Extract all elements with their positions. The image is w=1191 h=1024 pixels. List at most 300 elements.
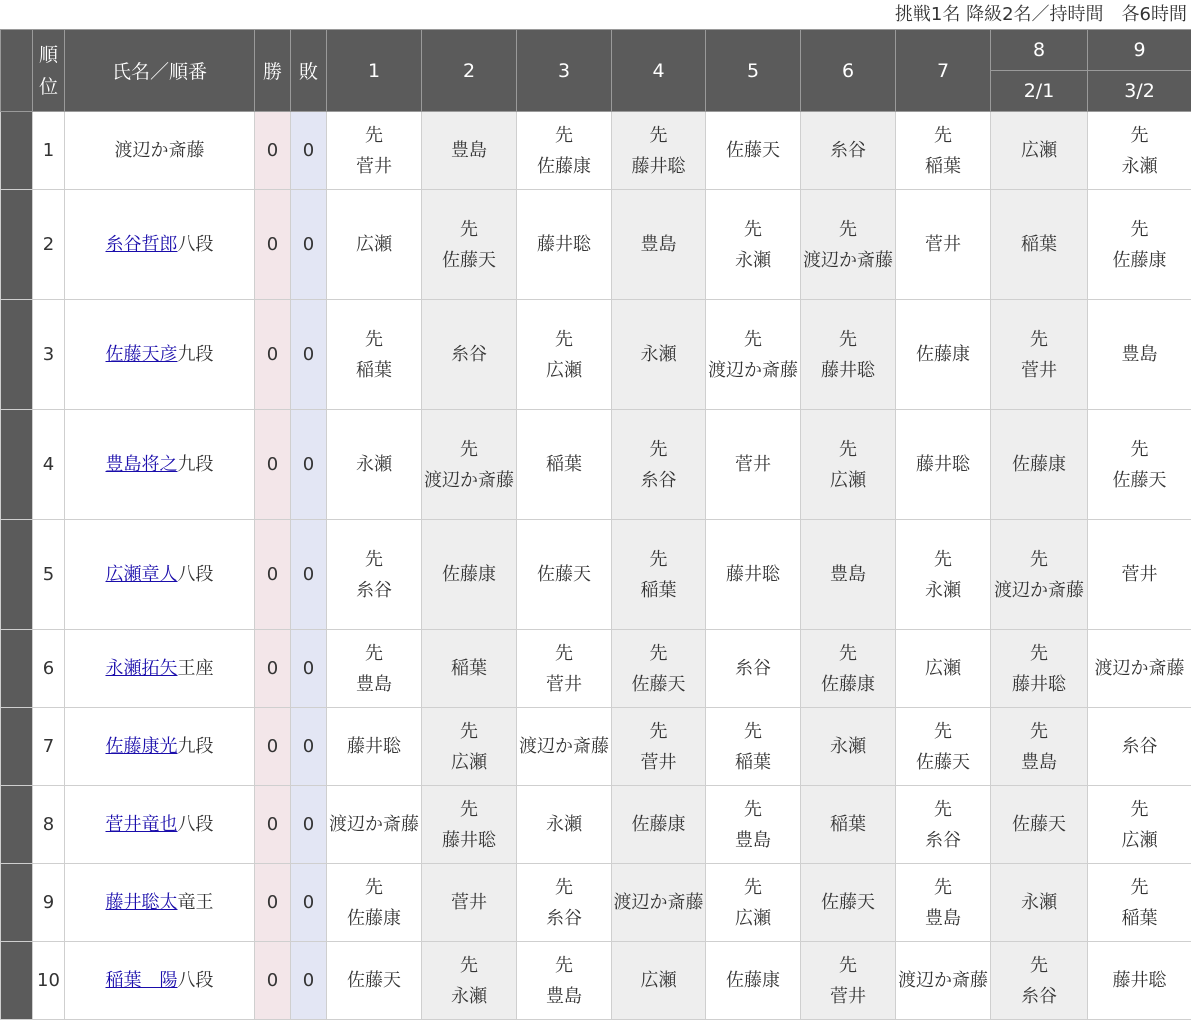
table-row: [1, 190, 1191, 300]
opponent-name: 藤井聡: [347, 736, 401, 757]
game-cell: [706, 864, 801, 942]
game-cell: [801, 520, 896, 630]
opponent-name: 豊島: [1021, 751, 1057, 773]
game-cell: [801, 786, 896, 864]
first-move-mark: 先: [555, 954, 573, 976]
game-cell: [801, 630, 896, 708]
table-row: [1, 708, 1191, 786]
opponent-name: 広瀬: [546, 359, 582, 381]
first-move-mark: 先: [460, 720, 478, 742]
game-cell: [517, 410, 612, 520]
opponent-name: 菅井: [640, 751, 677, 773]
opponent-name: 佐藤天: [347, 970, 401, 991]
game-cell: [422, 942, 517, 1020]
first-move-mark: 先: [1030, 548, 1048, 570]
opponent-name: 糸谷: [925, 829, 961, 851]
opponent-name: 渡辺か斎藤: [329, 814, 419, 835]
game-cell: [896, 300, 991, 410]
opponent-name: 広瀬: [830, 469, 866, 491]
game-cell: [327, 942, 422, 1020]
header-date-round-8: 2/1: [991, 71, 1088, 112]
player-name-cell: [65, 410, 255, 520]
game-cell: [1088, 520, 1191, 630]
game-cell: [517, 786, 612, 864]
game-cell: [422, 630, 517, 708]
first-move-mark: 先: [839, 328, 857, 350]
first-move-mark: 先: [555, 328, 573, 350]
player-name-link[interactable]: 佐藤康光: [105, 736, 178, 757]
opponent-name: 広瀬: [640, 970, 677, 991]
first-move-mark: 先: [555, 124, 573, 146]
game-cell: [422, 520, 517, 630]
game-cell: [991, 300, 1088, 410]
opponent-name: 永瀬: [925, 579, 961, 601]
game-cell: [801, 300, 896, 410]
rank-cell: 9: [33, 864, 65, 942]
opponent-name: 永瀬: [830, 736, 866, 757]
table-row: [1, 112, 1191, 190]
first-move-mark: 先: [365, 328, 383, 350]
opponent-name: 渡辺か斎藤: [424, 469, 514, 491]
opponent-name: 渡辺か斎藤: [613, 892, 704, 913]
first-move-mark: 先: [365, 642, 383, 664]
first-move-mark: 先: [460, 218, 478, 240]
game-cell: [896, 410, 991, 520]
first-move-mark: 先: [649, 548, 668, 570]
opponent-name: 稲葉: [1021, 234, 1057, 255]
loss-count: 0: [291, 630, 327, 708]
opponent-name: 佐藤天: [442, 249, 496, 271]
opponent-name: 広瀬: [735, 907, 771, 929]
first-move-mark: 先: [365, 124, 383, 146]
player-name-link[interactable]: 藤井聡太: [105, 892, 178, 913]
opponent-name: 糸谷: [546, 907, 582, 929]
opponent-name: 糸谷: [1121, 736, 1158, 757]
player-name-link[interactable]: 糸谷哲郎: [105, 234, 178, 255]
game-cell: [896, 630, 991, 708]
opponent-name: 稲葉: [356, 359, 392, 381]
player-name-link[interactable]: 広瀬章人: [105, 564, 178, 585]
game-cell: [327, 300, 422, 410]
game-cell: [991, 864, 1088, 942]
row-side-strip: [1, 112, 33, 190]
opponent-name: 渡辺か斎藤: [519, 736, 609, 757]
first-move-mark: 先: [649, 438, 668, 460]
game-cell: [1088, 300, 1191, 410]
opponent-name: 渡辺か斎藤: [994, 579, 1084, 601]
game-cell: [896, 942, 991, 1020]
game-cell: [801, 112, 896, 190]
rank-cell: 2: [33, 190, 65, 300]
game-cell: [801, 410, 896, 520]
player-name-link[interactable]: 稲葉 陽: [105, 970, 178, 991]
first-move-mark: 先: [555, 642, 573, 664]
game-cell: [327, 630, 422, 708]
win-count: 0: [255, 300, 291, 410]
header-rank: [33, 30, 65, 112]
opponent-name: 豊島: [451, 140, 487, 161]
opponent-name: 菅井: [1021, 359, 1057, 381]
header-name: 氏名／順番: [65, 30, 255, 112]
opponent-name: 菅井: [1121, 564, 1158, 585]
win-count: 0: [255, 708, 291, 786]
game-cell: [327, 190, 422, 300]
loss-count: 0: [291, 786, 327, 864]
first-move-mark: 先: [365, 548, 383, 570]
game-cell: [991, 786, 1088, 864]
row-side-strip: [1, 786, 33, 864]
game-cell: [706, 410, 801, 520]
game-cell: [991, 410, 1088, 520]
row-side-strip: [1, 410, 33, 520]
opponent-name: 佐藤天: [1012, 814, 1066, 835]
game-cell: [422, 708, 517, 786]
game-cell: [1088, 708, 1191, 786]
opponent-name: 稲葉: [925, 155, 961, 177]
opponent-name: 佐藤天: [726, 140, 780, 161]
opponent-name: 永瀬: [1121, 155, 1158, 177]
game-cell: [1088, 410, 1191, 520]
win-count: 0: [255, 864, 291, 942]
first-move-mark: 先: [744, 328, 762, 350]
opponent-name: 渡辺か斎藤: [1094, 658, 1185, 679]
opponent-name: 菅井: [925, 234, 961, 255]
game-cell: [612, 942, 706, 1020]
player-title: 八段: [177, 814, 214, 835]
game-cell: [1088, 112, 1191, 190]
game-cell: [991, 630, 1088, 708]
win-count: 0: [255, 942, 291, 1020]
first-move-mark: 先: [1130, 218, 1149, 240]
game-cell: [896, 864, 991, 942]
game-cell: [517, 630, 612, 708]
game-cell: [422, 300, 517, 410]
first-move-mark: 先: [1030, 954, 1048, 976]
header-win: 勝: [255, 30, 291, 112]
first-move-mark: 先: [1130, 124, 1149, 146]
player-name-cell: [65, 786, 255, 864]
table-row: [1, 300, 1191, 410]
opponent-name: 菅井: [830, 985, 866, 1007]
game-cell: [706, 190, 801, 300]
rank-cell: 7: [33, 708, 65, 786]
league-info: 挑戦1名 降級2名／持時間 各6時間: [894, 4, 1187, 25]
first-move-mark: 先: [934, 124, 952, 146]
first-move-mark: 先: [744, 218, 762, 240]
row-side-strip: [1, 190, 33, 300]
opponent-name: 佐藤康: [1112, 249, 1167, 271]
opponent-name: 佐藤天: [537, 564, 591, 585]
player-title: 九段: [177, 454, 214, 475]
opponent-name: 藤井聡: [726, 564, 780, 585]
game-cell: [801, 708, 896, 786]
game-cell: [517, 190, 612, 300]
row-side-strip: [1, 520, 33, 630]
opponent-name: 藤井聡: [537, 234, 591, 255]
game-cell: [896, 112, 991, 190]
game-cell: [612, 864, 706, 942]
game-cell: [706, 786, 801, 864]
player-title: 竜王: [177, 892, 214, 913]
loss-count: 0: [291, 410, 327, 520]
opponent-name: 広瀬: [1021, 140, 1057, 161]
loss-count: 0: [291, 300, 327, 410]
opponent-name: 豊島: [925, 907, 961, 929]
table-body: [1, 112, 1191, 1020]
game-cell: [327, 864, 422, 942]
win-count: 0: [255, 410, 291, 520]
row-side-strip: [1, 942, 33, 1020]
first-move-mark: 先: [839, 954, 857, 976]
rank-cell: 10: [33, 942, 65, 1020]
rank-cell: 3: [33, 300, 65, 410]
table-row: [1, 410, 1191, 520]
game-cell: [327, 112, 422, 190]
win-count: 0: [255, 520, 291, 630]
player-title: 九段: [177, 344, 214, 365]
player-title: 八段: [177, 234, 214, 255]
first-move-mark: 先: [744, 798, 762, 820]
opponent-name: 佐藤康: [537, 155, 591, 177]
opponent-name: 広瀬: [1121, 829, 1158, 851]
game-cell: [422, 864, 517, 942]
game-cell: [327, 786, 422, 864]
header-round-2: 2: [422, 30, 517, 112]
opponent-name: 佐藤康: [347, 907, 401, 929]
table-row: [1, 864, 1191, 942]
opponent-name: 広瀬: [356, 234, 392, 255]
loss-count: 0: [291, 112, 327, 190]
game-cell: [612, 630, 706, 708]
first-move-mark: 先: [744, 720, 762, 742]
opponent-name: 渡辺か斎藤: [803, 249, 893, 271]
opponent-name: 渡辺か斎藤: [708, 359, 798, 381]
table-header: [1, 30, 1191, 112]
opponent-name: 糸谷: [640, 469, 677, 491]
header-rank-label: 順位: [39, 43, 59, 98]
player-name-cell: [65, 520, 255, 630]
opponent-name: 豊島: [546, 985, 582, 1007]
game-cell: [801, 942, 896, 1020]
header-round-6: 6: [801, 30, 896, 112]
opponent-name: 稲葉: [830, 814, 866, 835]
game-cell: [422, 190, 517, 300]
game-cell: [1088, 786, 1191, 864]
opponent-name: 藤井聡: [442, 829, 496, 851]
game-cell: [612, 520, 706, 630]
table-row: [1, 942, 1191, 1020]
opponent-name: 佐藤天: [916, 751, 970, 773]
first-move-mark: 先: [1030, 642, 1048, 664]
opponent-name: 佐藤康: [442, 564, 496, 585]
first-move-mark: 先: [365, 876, 383, 898]
game-cell: [612, 786, 706, 864]
opponent-name: 稲葉: [546, 454, 582, 475]
opponent-name: 糸谷: [451, 344, 487, 365]
first-move-mark: 先: [934, 798, 952, 820]
opponent-name: 藤井聡: [916, 454, 970, 475]
opponent-name: 稲葉: [735, 751, 771, 773]
player-name-cell: [65, 942, 255, 1020]
opponent-name: 永瀬: [735, 249, 771, 271]
game-cell: [612, 300, 706, 410]
opponent-name: 糸谷: [1021, 985, 1057, 1007]
opponent-name: 菅井: [451, 892, 487, 913]
win-count: 0: [255, 630, 291, 708]
game-cell: [706, 708, 801, 786]
header-round-4: 4: [612, 30, 706, 112]
opponent-name: 佐藤天: [631, 673, 686, 695]
opponent-name: 菅井: [546, 673, 582, 695]
game-cell: [517, 300, 612, 410]
opponent-name: 永瀬: [640, 344, 677, 365]
first-move-mark: 先: [934, 548, 952, 570]
game-cell: [612, 708, 706, 786]
game-cell: [991, 112, 1088, 190]
opponent-name: 佐藤天: [821, 892, 875, 913]
player-name-link[interactable]: 菅井竜也: [105, 814, 178, 835]
rank-cell: 8: [33, 786, 65, 864]
header-round-3: 3: [517, 30, 612, 112]
game-cell: [422, 410, 517, 520]
game-cell: [896, 520, 991, 630]
game-cell: [422, 112, 517, 190]
opponent-name: 渡辺か斎藤: [898, 970, 988, 991]
row-side-strip: [1, 630, 33, 708]
opponent-name: 藤井聡: [1112, 970, 1167, 991]
player-name-link[interactable]: 佐藤天彦: [105, 344, 178, 365]
opponent-name: 稲葉: [1121, 907, 1158, 929]
opponent-name: 菅井: [356, 155, 392, 177]
opponent-name: 広瀬: [451, 751, 487, 773]
win-count: 0: [255, 786, 291, 864]
game-cell: [706, 300, 801, 410]
player-name-cell: [65, 300, 255, 410]
player-title: 八段: [177, 564, 214, 585]
row-side-strip: [1, 708, 33, 786]
opponent-name: 豊島: [830, 564, 866, 585]
player-title: 八段: [177, 970, 214, 991]
opponent-name: 稲葉: [640, 579, 677, 601]
player-name-cell: [65, 864, 255, 942]
loss-count: 0: [291, 864, 327, 942]
opponent-name: 佐藤康: [821, 673, 875, 695]
first-move-mark: 先: [555, 876, 573, 898]
game-cell: [517, 864, 612, 942]
opponent-name: 稲葉: [451, 658, 487, 679]
game-cell: [801, 190, 896, 300]
game-cell: [1088, 864, 1191, 942]
header-date-round-9: 3/2: [1088, 71, 1191, 112]
game-cell: [1088, 190, 1191, 300]
player-title: 渡辺か斎藤: [114, 140, 205, 161]
rank-cell: 1: [33, 112, 65, 190]
first-move-mark: 先: [934, 720, 952, 742]
game-cell: [706, 520, 801, 630]
game-cell: [612, 112, 706, 190]
first-move-mark: 先: [460, 438, 478, 460]
game-cell: [706, 112, 801, 190]
opponent-name: 佐藤康: [726, 970, 780, 991]
player-name-link[interactable]: 永瀬拓矢: [105, 658, 178, 679]
game-cell: [896, 190, 991, 300]
table-row: [1, 520, 1191, 630]
header-side-strip: [1, 30, 33, 112]
header-loss: 敗: [291, 30, 327, 112]
game-cell: [327, 708, 422, 786]
opponent-name: 広瀬: [925, 658, 961, 679]
table-row: [1, 630, 1191, 708]
opponent-name: 藤井聡: [821, 359, 875, 381]
first-move-mark: 先: [649, 720, 668, 742]
opponent-name: 佐藤康: [631, 814, 686, 835]
table-row: [1, 786, 1191, 864]
header-round-7: 7: [896, 30, 991, 112]
player-name-link[interactable]: 豊島将之: [105, 454, 178, 475]
opponent-name: 豊島: [356, 673, 392, 695]
opponent-name: 糸谷: [830, 140, 866, 161]
opponent-name: 豊島: [640, 234, 677, 255]
first-move-mark: 先: [1130, 876, 1149, 898]
opponent-name: 藤井聡: [631, 155, 686, 177]
game-cell: [991, 190, 1088, 300]
game-cell: [1088, 630, 1191, 708]
opponent-name: 佐藤天: [1112, 469, 1167, 491]
loss-count: 0: [291, 520, 327, 630]
first-move-mark: 先: [744, 876, 762, 898]
first-move-mark: 先: [839, 642, 857, 664]
game-cell: [517, 112, 612, 190]
row-side-strip: [1, 864, 33, 942]
game-cell: [706, 630, 801, 708]
game-cell: [706, 942, 801, 1020]
rank-cell: 4: [33, 410, 65, 520]
first-move-mark: 先: [839, 218, 857, 240]
opponent-name: 豊島: [1121, 344, 1158, 365]
game-cell: [327, 520, 422, 630]
loss-count: 0: [291, 942, 327, 1020]
player-name-cell: [65, 112, 255, 190]
first-move-mark: 先: [460, 954, 478, 976]
first-move-mark: 先: [934, 876, 952, 898]
player-name-cell: [65, 708, 255, 786]
first-move-mark: 先: [649, 642, 668, 664]
opponent-name: 永瀬: [546, 814, 582, 835]
first-move-mark: 先: [1030, 720, 1048, 742]
rank-cell: 5: [33, 520, 65, 630]
game-cell: [612, 410, 706, 520]
first-move-mark: 先: [1130, 798, 1149, 820]
win-count: 0: [255, 112, 291, 190]
player-title: 九段: [177, 736, 214, 757]
game-cell: [327, 410, 422, 520]
win-count: 0: [255, 190, 291, 300]
first-move-mark: 先: [649, 124, 668, 146]
rank-cell: 6: [33, 630, 65, 708]
game-cell: [517, 942, 612, 1020]
game-cell: [517, 520, 612, 630]
game-cell: [1088, 942, 1191, 1020]
opponent-name: 永瀬: [451, 985, 487, 1007]
opponent-name: 糸谷: [356, 579, 392, 601]
opponent-name: 菅井: [735, 454, 771, 475]
game-cell: [612, 190, 706, 300]
opponent-name: 佐藤康: [1012, 454, 1066, 475]
opponent-name: 佐藤康: [916, 344, 970, 365]
row-side-strip: [1, 300, 33, 410]
league-table: [0, 29, 1191, 1020]
header-round-9: 9: [1088, 30, 1191, 71]
